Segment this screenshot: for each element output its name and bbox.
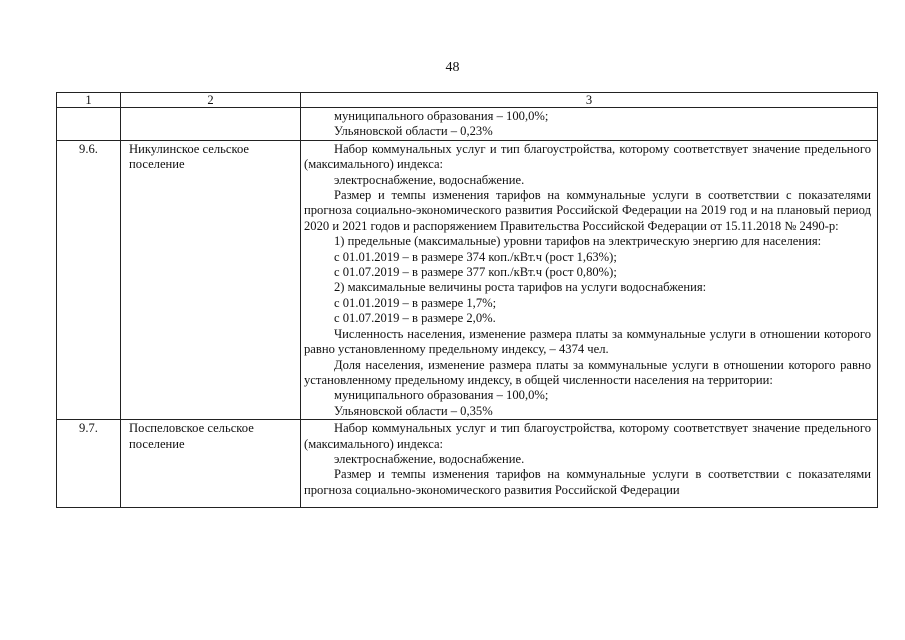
row-number-cell (57, 108, 121, 141)
paragraph: с 01.01.2019 – в размере 374 коп./кВт.ч (рост 1,63%); (334, 249, 617, 264)
settlement-name: Никулинское сельское поселение (121, 140, 301, 419)
paragraph: электроснабжение, водоснабжение. (334, 172, 525, 187)
paragraph: Набор коммунальных услуг и тип благоустройства, которому соответствует значение предельного (максимального) индекса: (304, 421, 871, 451)
paragraph: муниципального образования – 100,0%; (334, 388, 549, 403)
text-line: Ульяновской области – 0,23% (334, 124, 493, 139)
paragraph: 2) максимальные величины роста тарифов на услуги водоснабжения: (334, 280, 707, 295)
paragraph: электроснабжение, водоснабжение. (334, 451, 525, 466)
description-cell (301, 108, 878, 141)
column-header-1: 1 (57, 93, 121, 108)
paragraph: Доля населения, изменение размера платы за коммунальные услуги в отношении которого равно установленному предельному индексу, в общей численности населения на территории: (304, 357, 871, 387)
column-header-2: 2 (121, 93, 301, 108)
row-number: 9.6. (57, 140, 121, 419)
paragraph: Ульяновской области – 0,35% (334, 403, 493, 418)
description-cell (301, 140, 878, 419)
table-row-continued (57, 108, 878, 141)
paragraph: Размер и темпы изменения тарифов на коммунальные услуги в соответствии с показателями прогноза социально-экономического развития Российской Федерации (304, 467, 871, 497)
paragraph: 1) предельные (максимальные) уровни тарифов на электрическую энергию для населения: (334, 234, 822, 249)
column-header-3: 3 (301, 93, 878, 108)
paragraph: Численность населения, изменение размера платы за коммунальные услуги в отношении которого равно установленному предельному индексу, – 4374 чел. (304, 326, 871, 357)
description-cell (301, 420, 878, 508)
settlement-name: Поспеловское сельское поселение (121, 420, 301, 508)
paragraph: с 01.07.2019 – в размере 377 коп./кВт.ч (рост 0,80%); (334, 265, 617, 280)
page-number: 48 (445, 60, 460, 75)
table-row (57, 140, 878, 419)
paragraph: Размер и темпы изменения тарифов на коммунальные услуги в соответствии с показателями прогноза социально-экономического развития Российской Федерации на 2019 год и на плановый период 2020 и 2021 годов и распоряжением Правительства Российской Федерации от 15.11.2018 № 2490-р: (304, 188, 871, 233)
settlement-name-cell (121, 108, 301, 141)
table-row (57, 420, 878, 508)
row-number: 9.7. (57, 420, 121, 508)
paragraph: с 01.07.2019 – в размере 2,0%. (334, 311, 496, 326)
tariff-table (56, 92, 878, 508)
paragraph: Набор коммунальных услуг и тип благоустройства, которому соответствует значение предельного (максимального) индекса: (304, 141, 871, 172)
text-line: муниципального образования – 100,0%; (334, 109, 549, 123)
header-row (57, 93, 878, 108)
paragraph: с 01.01.2019 – в размере 1,7%; (334, 295, 497, 310)
